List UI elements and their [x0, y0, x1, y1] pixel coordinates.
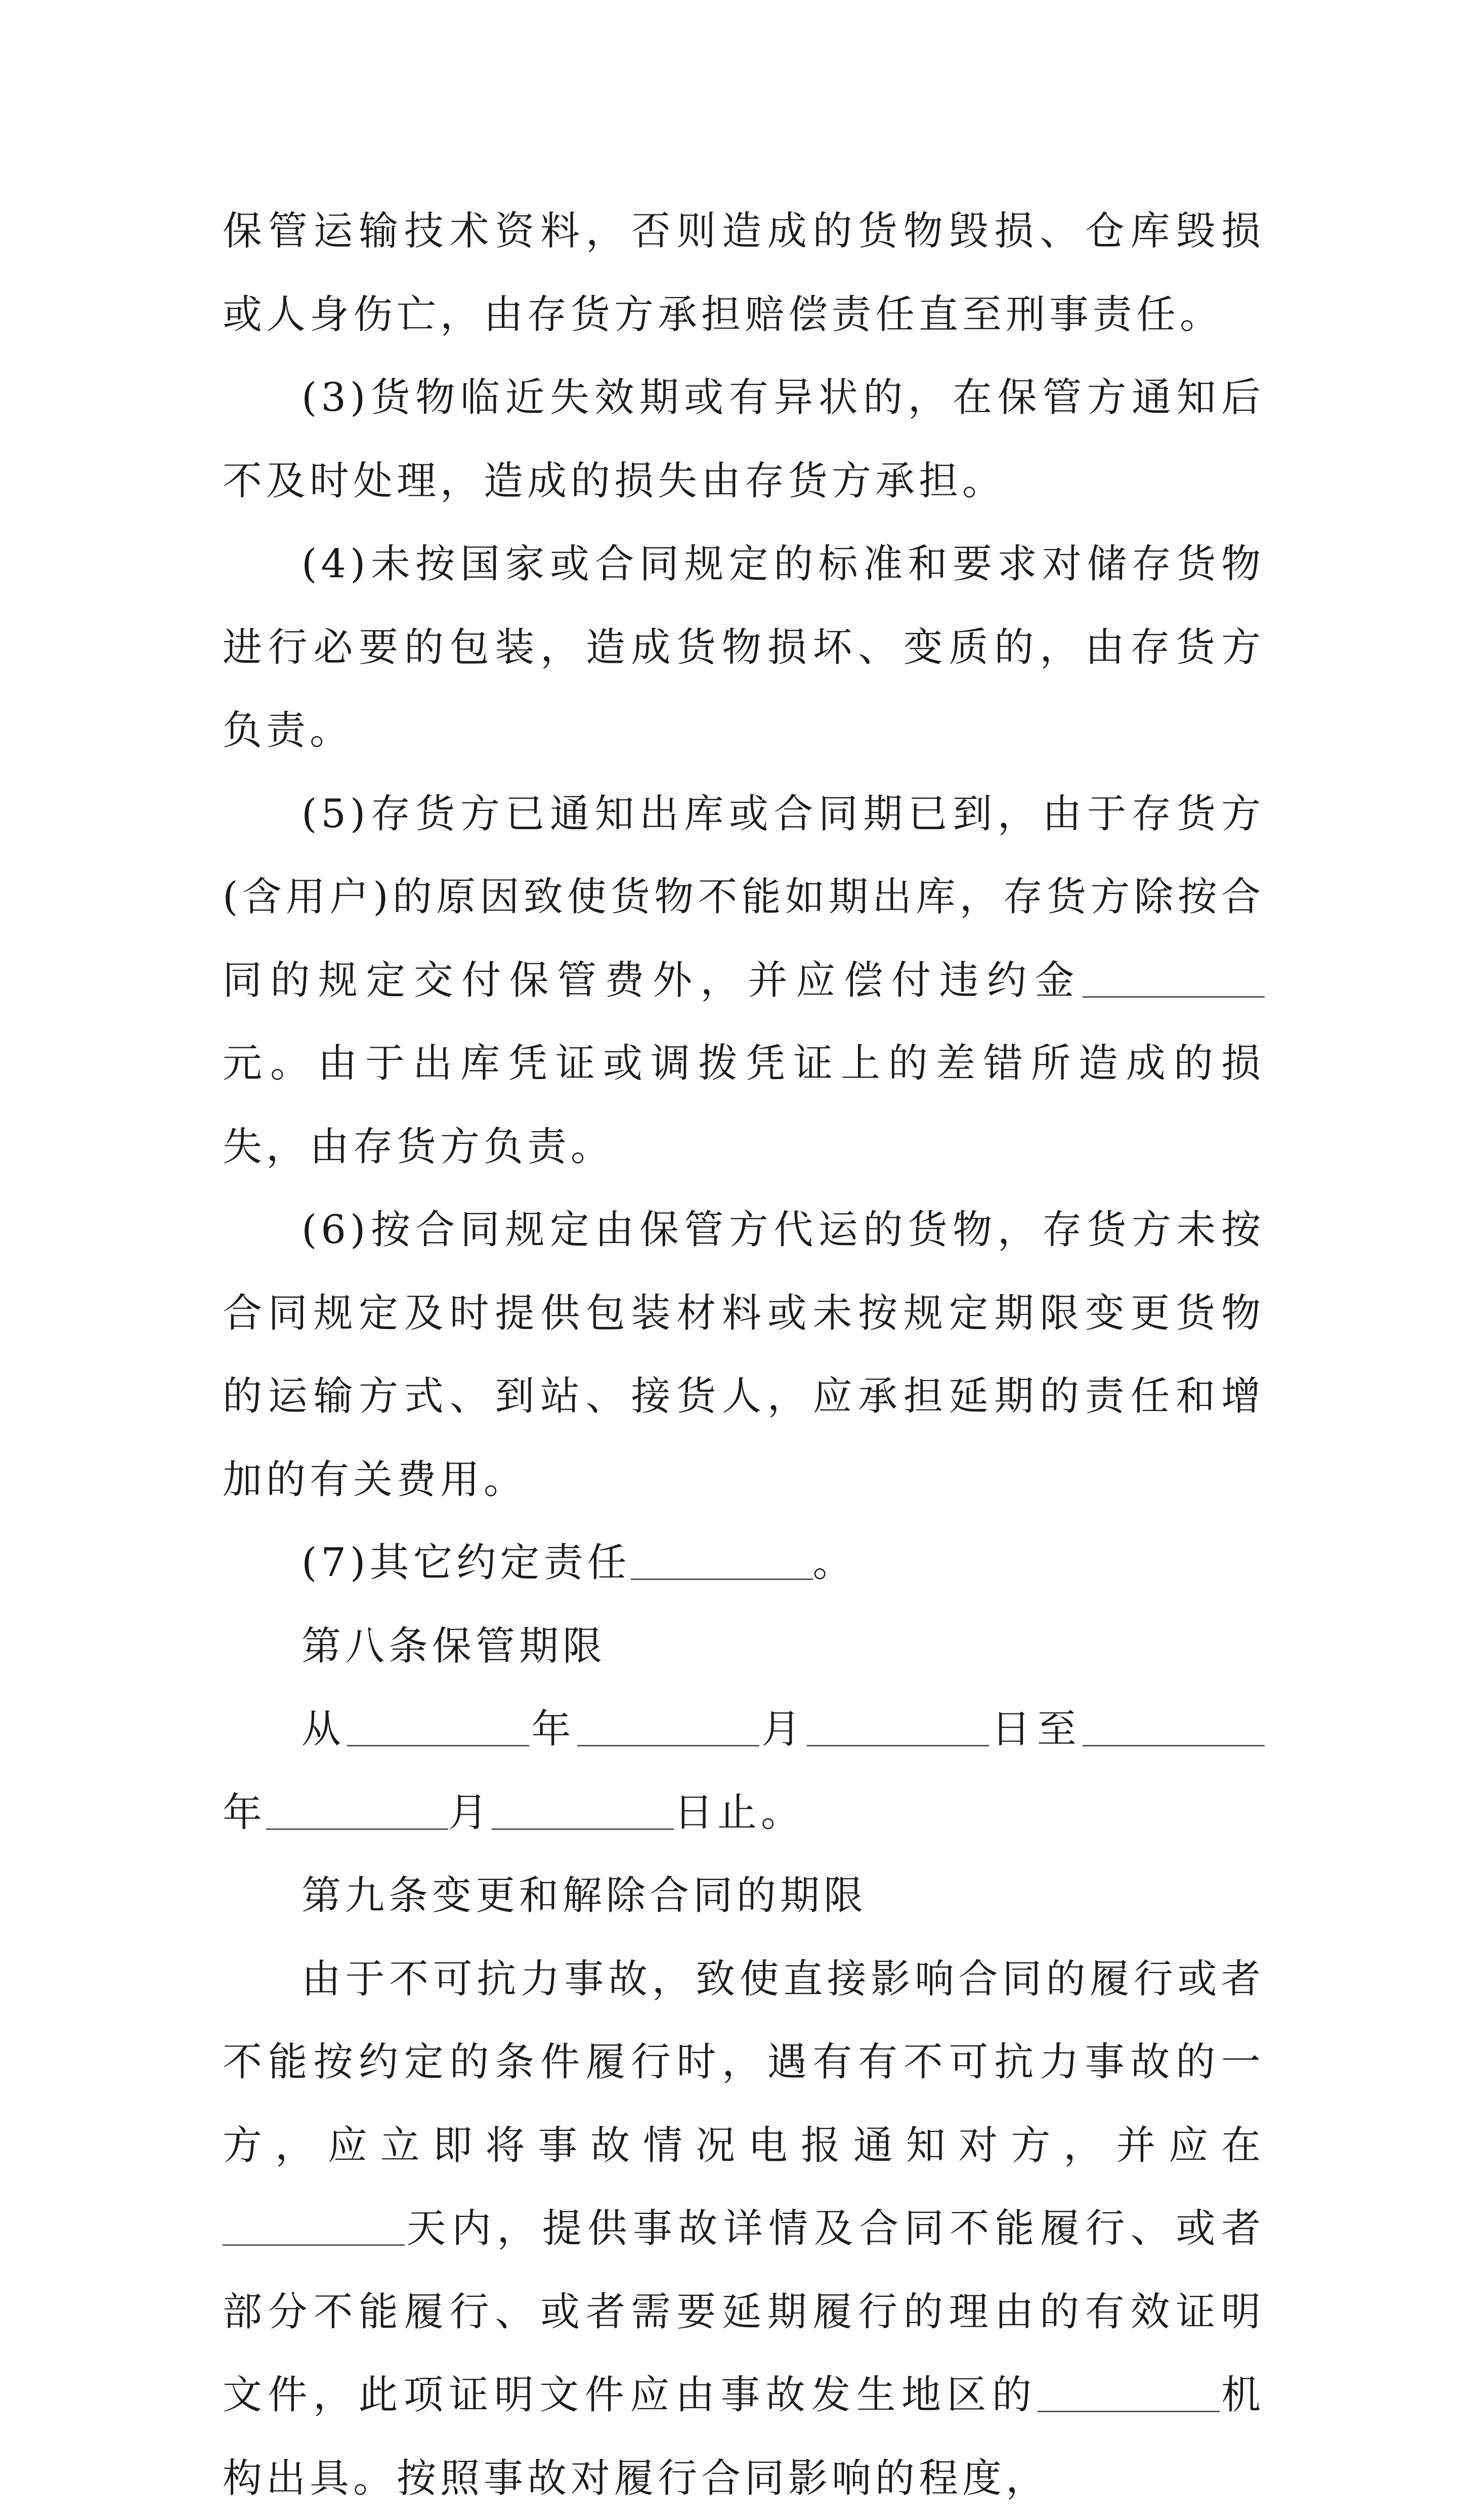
text-run: (3)货物临近失效期或有异状的，在保管方通知后不及时处理，造成的损失由存货方承担。 [223, 375, 1265, 504]
paragraph-p0 [223, 190, 1265, 356]
text-run: 年 [223, 1790, 266, 1835]
paragraph-p3 [223, 773, 1265, 1189]
paragraph-p9 [223, 1938, 1265, 2520]
text-run: 天内，提供事故详情及合同不能履行、或者部分不能履行、或者需要延期履行的理由的有效证明文件，此项证明文件应由事故发生地区的 [223, 2206, 1265, 2418]
paragraph-p1 [223, 356, 1265, 523]
text-run: 机构出具。按照事故对履行合同影响的程度， [223, 2372, 1265, 2501]
fill-in-blank[interactable] [631, 1578, 813, 1580]
fill-in-blank[interactable] [1038, 2410, 1220, 2412]
contract-text-body [223, 190, 1265, 2520]
text-run: 第八条保管期限 [302, 1624, 606, 1669]
fill-in-blank[interactable] [223, 2244, 405, 2246]
paragraph-p7 [223, 1688, 1265, 1854]
text-run: 由于不可抗力事故，致使直接影响合同的履行或者不能按约定的条件履行时，遇有有不可抗力事故的一方，应立即将事故情况电报通知对方，并应在 [223, 1956, 1265, 2168]
fill-in-blank[interactable] [266, 1828, 448, 1830]
text-run: 元。由于出库凭证或调拨凭证上的差错所造成的损失，由存货方负责。 [223, 1041, 1265, 1170]
text-run: 第九条变更和解除合同的期限 [302, 1873, 867, 1918]
text-run: 保管运输技术资料，否则造成的货物毁损、仓库毁损或人身伤亡，由存货方承担赔偿责任直至刑事责任。 [223, 208, 1265, 337]
text-run: (5)存货方已通知出库或合同期已到，由于存货方(含用户)的原因致使货物不能如期出库，存货方除按合同的规定交付保管费外，并应偿付违约金 [223, 791, 1265, 1003]
text-run: (4)未按国家或合同规定的标准和要求对储存货物进行必要的包装，造成货物损坏、变质的，由存货方负责。 [223, 541, 1265, 753]
text-run: 日止。 [674, 1790, 804, 1835]
fill-in-blank[interactable] [347, 1744, 529, 1746]
text-run: 月 [759, 1706, 807, 1752]
text-run: 日至 [989, 1706, 1083, 1752]
fill-in-blank[interactable] [807, 1744, 989, 1746]
text-run: (6)按合同规定由保管方代运的货物，存货方未按合同规定及时提供包装材料或未按规定期限变更货物的运输方式、到站、接货人，应承担延期的责任和增加的有关费用。 [223, 1207, 1265, 1503]
fill-in-blank[interactable] [1083, 1744, 1265, 1746]
text-run: 。 [813, 1540, 856, 1586]
text-run: 年 [529, 1706, 577, 1752]
paragraph-p8 [223, 1854, 1265, 1938]
fill-in-blank[interactable] [577, 1744, 759, 1746]
paragraph-p5 [223, 1521, 1265, 1605]
text-run: 月 [448, 1790, 492, 1835]
paragraph-p4 [223, 1188, 1265, 1521]
fill-in-blank[interactable] [492, 1828, 674, 1830]
paragraph-p2 [223, 523, 1265, 773]
fill-in-blank[interactable] [1083, 996, 1265, 998]
text-run: 从 [302, 1706, 347, 1752]
paragraph-p6 [223, 1605, 1265, 1688]
text-run: (7)其它约定责任 [302, 1540, 631, 1586]
